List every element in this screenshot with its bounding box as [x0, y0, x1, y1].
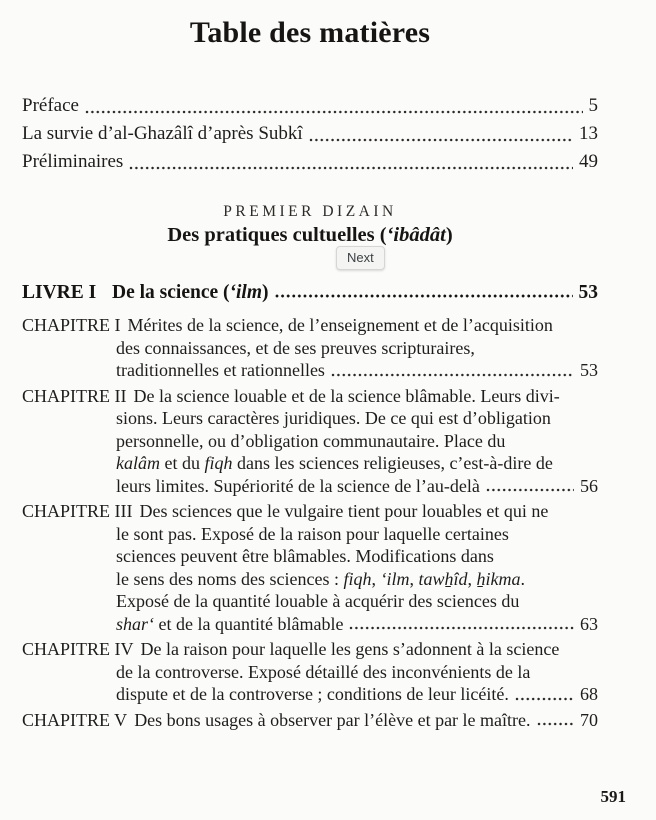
page-number: 70: [580, 709, 598, 730]
chapter-label: CHAPITRE II: [22, 385, 127, 406]
page-number: 53: [578, 282, 598, 303]
toc-entry: [22, 120, 598, 148]
chapter-line: [22, 500, 598, 523]
text-segment: fiqh: [343, 568, 372, 589]
chapter-line: [116, 523, 598, 546]
dot-leader: [85, 108, 583, 114]
text-segment: traditionnelles et rationnelles: [116, 360, 325, 380]
text-segment: De la science louable et de la science blâmable. Leurs divi-: [133, 385, 560, 406]
chapter-line: [116, 545, 598, 568]
text-segment: Des pratiques cultuelles (: [167, 224, 387, 246]
page-number: 68: [580, 684, 598, 704]
chapter-entry: [22, 709, 598, 732]
chapter-line: [116, 683, 598, 706]
dot-leader: [129, 164, 573, 170]
dot-leader: [349, 624, 574, 630]
page-number: 63: [580, 613, 598, 634]
chapter-text: [140, 501, 549, 521]
chapter-text: [116, 546, 494, 566]
chapter-text: [116, 591, 519, 611]
text-segment: ,: [371, 568, 381, 589]
toc-entry: [22, 148, 598, 176]
text-segment: ẖikma: [476, 568, 521, 589]
dot-leader: [331, 371, 574, 377]
section-kicker: PREMIER DIZAIN: [223, 203, 397, 220]
text-segment: le sens des noms des sciences :: [116, 568, 344, 589]
next-button[interactable]: Next: [336, 246, 385, 270]
section-heading: [22, 222, 598, 249]
text-segment: et du: [160, 453, 205, 473]
chapter-entry: [22, 314, 598, 382]
chapter-text: [128, 315, 553, 335]
chapter-text: [116, 569, 525, 589]
chapter-text: [116, 453, 553, 473]
chapter-text: [141, 639, 560, 659]
chapter-text: [116, 475, 480, 498]
folio-page-number: 591: [600, 787, 626, 806]
chapter-line: [22, 709, 598, 732]
text-segment: personnelle, ou d’obligation communautaire. Place du: [116, 430, 506, 451]
chapter-line: [116, 407, 598, 430]
chapter-text: [116, 359, 325, 382]
text-segment: De la science (: [112, 282, 230, 303]
chapter-line: [116, 475, 598, 498]
chapter-text: [116, 613, 343, 636]
chapter-text: [116, 431, 505, 451]
text-segment: Des sciences que le vulgaire tient pour louables et qui ne: [139, 501, 549, 521]
text-segment: ,: [467, 568, 477, 589]
chapter-line: [116, 590, 598, 613]
chapter-text: [116, 524, 509, 544]
chapter-line: [116, 568, 598, 591]
text-segment: ‘ibâdât: [386, 224, 446, 246]
toc-entry-label: Préface: [22, 95, 79, 116]
chapter-text: [134, 709, 530, 732]
text-segment: Mérites de la science, de l’enseignement et de l’acquisition: [127, 315, 553, 335]
page-title: Table des matières: [189, 16, 431, 49]
text-segment: ‘ilm: [380, 568, 410, 589]
text-segment: des connaissances, et de ses preuves scripturaires,: [116, 337, 475, 358]
text-segment: sciences peuvent être blâmables. Modifications dans: [116, 546, 494, 566]
section-heading-block: [22, 202, 598, 249]
text-segment: ): [262, 282, 269, 303]
chapter-label: CHAPITRE III: [22, 501, 133, 521]
text-segment: et de la quantité blâmable: [154, 613, 344, 634]
text-segment: de la controverse. Exposé détaillé des inconvénients de la: [116, 661, 531, 682]
text-segment: dispute et de la controverse ; conditions de leur licéité.: [116, 684, 509, 704]
chapter-text: [116, 662, 530, 682]
text-segment: sions. Leurs caractères juridiques. De ce qui est d’obligation: [116, 408, 551, 428]
chapter-label: CHAPITRE I: [22, 315, 121, 335]
chapter-line: [116, 613, 598, 636]
page-number: 5: [588, 95, 598, 116]
dot-leader: [486, 486, 574, 492]
livre-row: [22, 281, 598, 304]
chapter-label: CHAPITRE V: [22, 709, 128, 730]
chapter-line: [22, 638, 598, 661]
page-number: 53: [580, 360, 598, 380]
text-segment: Des bons usages à observer par l’élève et par le maître.: [134, 709, 531, 730]
chapter-line: [22, 385, 598, 408]
dot-leader: [537, 720, 574, 726]
text-segment: fiqh: [204, 453, 233, 473]
chapter-text: [116, 683, 509, 706]
chapter-text: [134, 386, 560, 406]
chapter-entry: [22, 638, 598, 706]
chapter-line: [116, 359, 598, 382]
dot-leader: [515, 695, 574, 701]
toc-entry-label: La survie d’al-Ghazâlî d’après Subkî: [22, 123, 303, 144]
chapter-line: [116, 452, 598, 475]
toc-entry-label: Préliminaires: [22, 151, 124, 172]
chapter-line: [22, 314, 598, 337]
chapter-entry: [22, 500, 598, 635]
text-segment: ‘ilm: [229, 282, 262, 303]
page-number: 56: [580, 475, 598, 496]
livre-title: [112, 281, 269, 304]
text-segment: tawẖîd: [418, 568, 468, 589]
livre-label: LIVRE I: [22, 282, 97, 303]
text-segment: leurs limites. Supériorité de la science de l’au-delà: [116, 475, 480, 496]
text-segment: De la raison pour laquelle les gens s’adonnent à la science: [140, 639, 560, 659]
chapter-text: [116, 338, 475, 358]
chapter-label: CHAPITRE IV: [22, 639, 134, 659]
chapter-text: [116, 408, 551, 428]
text-segment: .: [520, 568, 525, 589]
toc-front-matter: [22, 92, 598, 176]
dot-leader: [309, 136, 573, 142]
text-segment: kalâm: [116, 453, 160, 473]
chapter-line: [116, 430, 598, 453]
page-number: 49: [579, 151, 598, 172]
chapter-line: [116, 337, 598, 360]
text-segment: dans les sciences religieuses, c’est-à-dire de: [232, 453, 553, 473]
text-segment: ,: [409, 568, 419, 589]
dot-leader: [275, 292, 573, 298]
page-number: 13: [579, 123, 598, 144]
text-segment: le sont pas. Exposé de la raison pour laquelle certaines: [116, 523, 509, 544]
text-segment: shar‘: [116, 613, 155, 634]
text-segment: ): [445, 224, 453, 246]
chapter-line: [116, 661, 598, 684]
text-segment: Exposé de la quantité louable à acquérir des sciences du: [116, 591, 520, 611]
chapters-list: [22, 314, 598, 731]
toc-entry: [22, 92, 598, 120]
chapter-entry: [22, 385, 598, 498]
